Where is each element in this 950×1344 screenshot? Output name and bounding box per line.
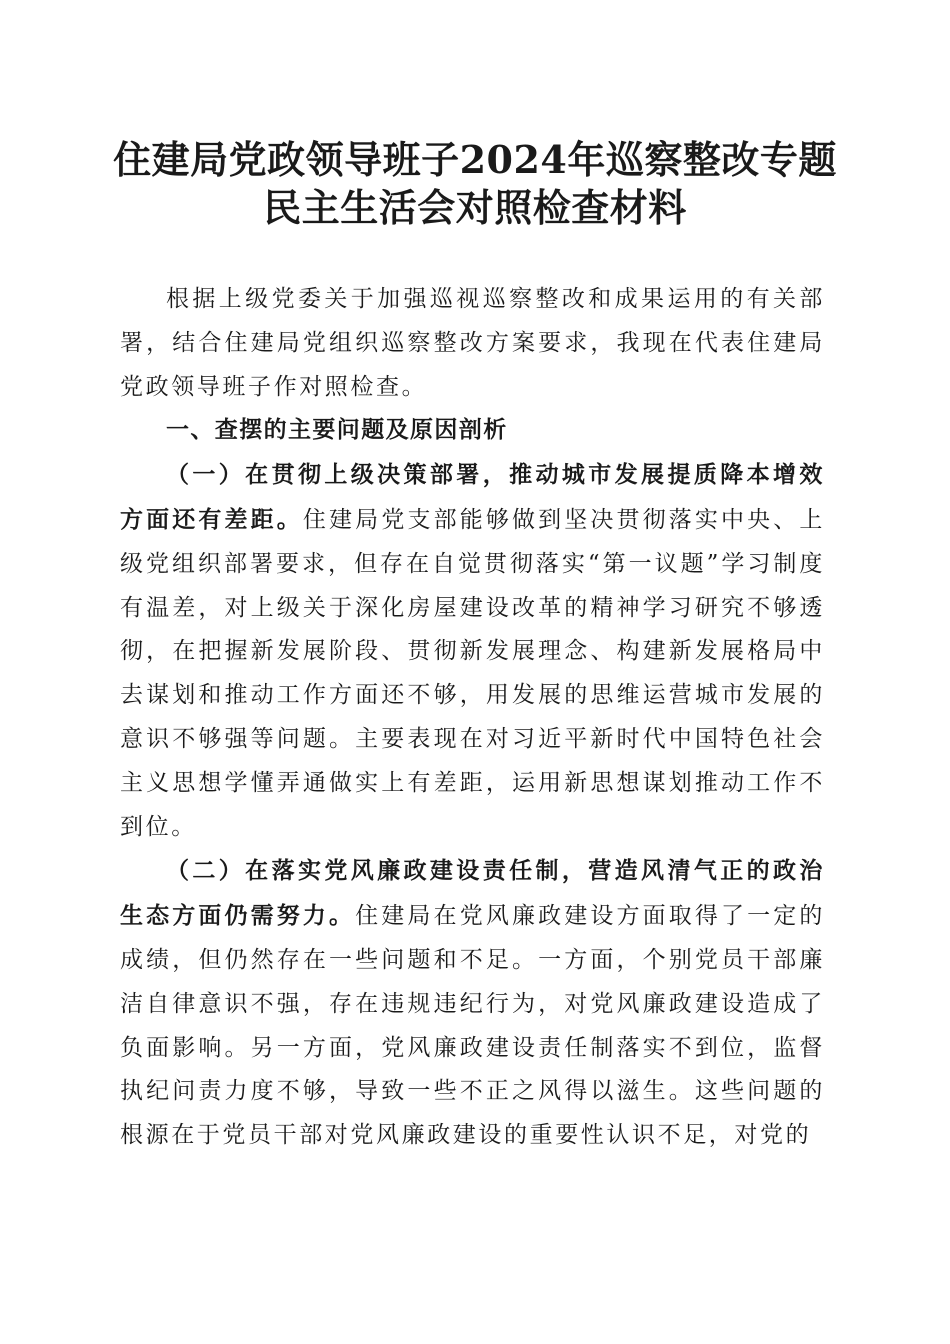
item-1-text: 住建局党支部能够做到坚决贯彻落实中央、上级党组织部署要求，但存在自觉贯彻落实“第一议题”学习制度有温差，对上级关于深化房屋建设改革的精神学习研究不够透彻，在把握新发展阶段、贯彻新发展理念、构建新发展格局中去谋划和推动工作方面还不够，用发展的思维运营城市发展的意识不够强等问题。主要表现在对习近平新时代中国特色社会主义思想学懂弄通做实上有差距，运用新思想谋划推动工作不到位。 xyxy=(120,506,826,840)
intro-paragraph: 根据上级党委关于加强巡视巡察整改和成果运用的有关部署，结合住建局党组织巡察整改方案要求，我现在代表住建局党政领导班子作对照检查。 xyxy=(120,286,825,400)
document-body xyxy=(120,278,825,1158)
paragraph-item-1 xyxy=(120,453,825,849)
item-1-label: （一）在贯彻上级决策部署，推动城市发展提质降本增效方面还有差距。 xyxy=(120,461,825,533)
section-heading-1: 一、查摆的主要问题及原因剖析 xyxy=(166,417,508,444)
document-title: 住建局党政领导班子2024年巡察整改专题民主生活会对照检查材料 xyxy=(113,137,837,230)
item-2-label: （二）在落实党风廉政建设责任制，营造风清气正的政治生态方面仍需努力。 xyxy=(120,857,825,930)
item-2-text: 住建局在党风廉政建设方面取得了一定的成绩，但仍然存在一些问题和不足。一方面，个别党员干部廉洁自律意识不强，存在违规违纪行为，对党风廉政建设造成了负面影响。另一方面，党风廉政建设责任制落实不到位，监督执纪问责力度不够，导致一些不正之风得以滋生。这些问题的根源在于党员干部对党风廉政建设的重要性认识不足，对党的 xyxy=(120,903,825,1149)
paragraph-item-2 xyxy=(120,849,825,1158)
